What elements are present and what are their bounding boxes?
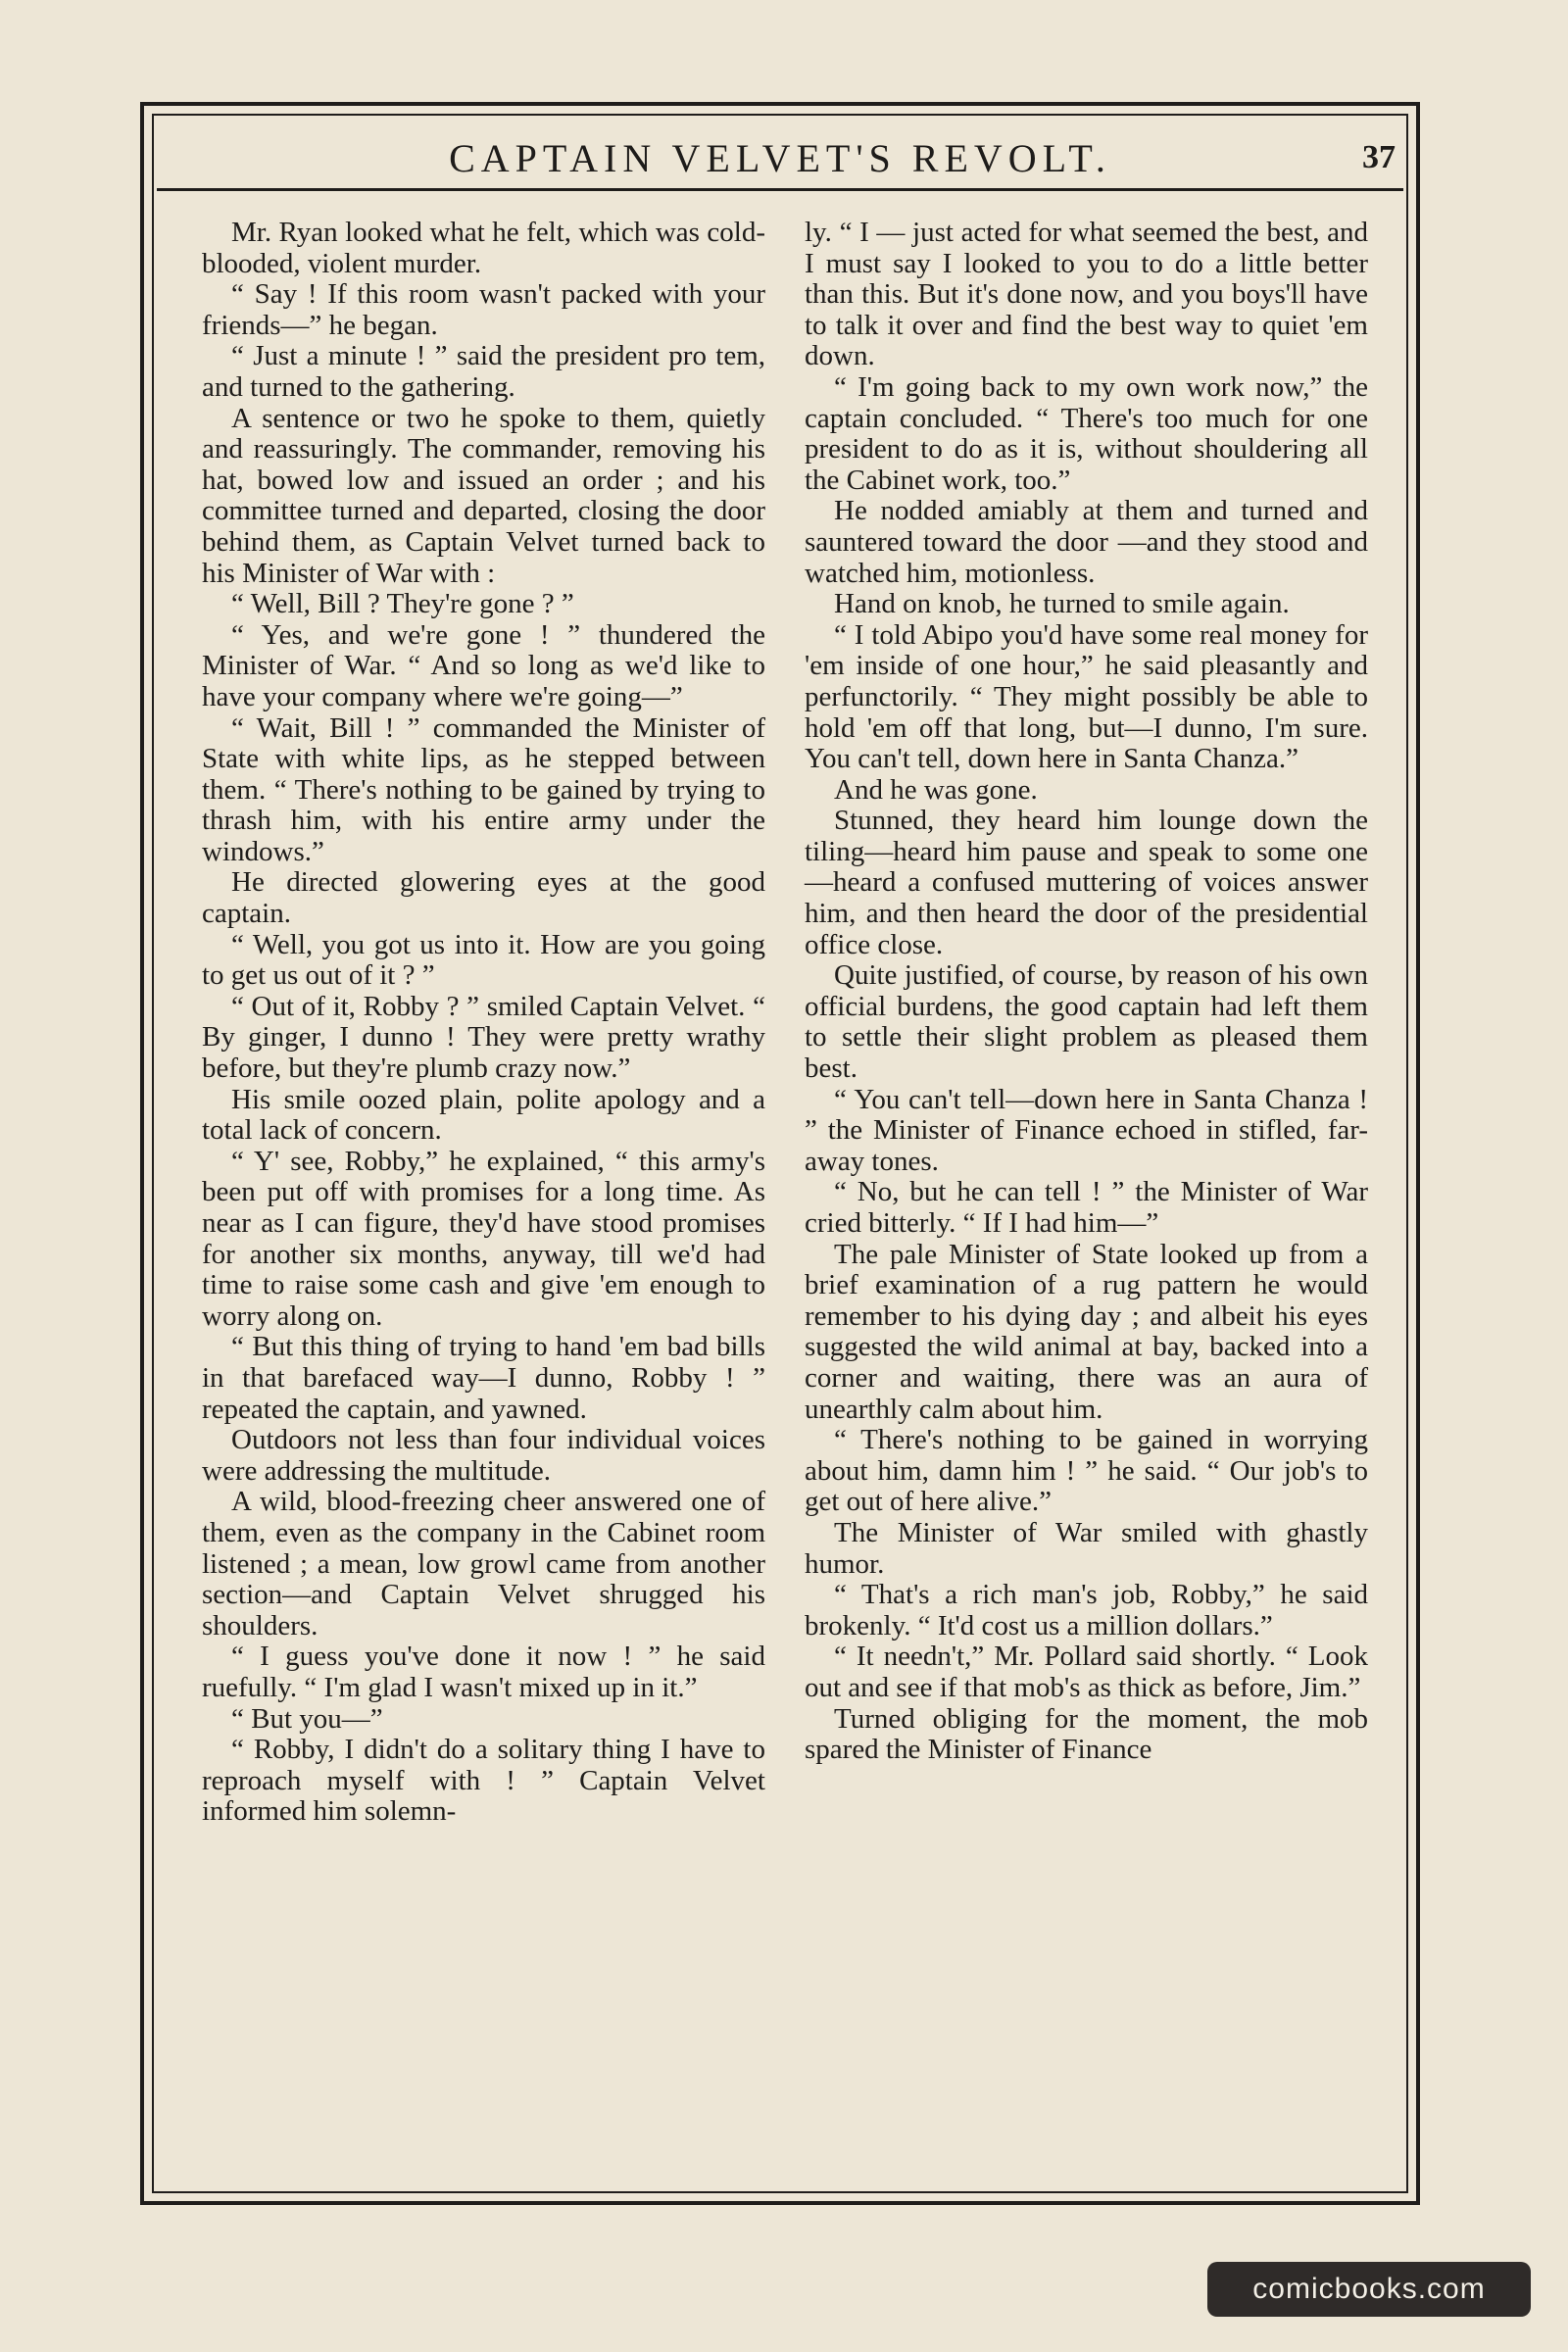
paragraph: Quite justified, of course, by reason of his own official burdens, the good captain had left them to settle their slight problem as pleased them best. (805, 959, 1368, 1085)
paragraph: “ Robby, I didn't do a solitary thing I have to reproach myself with ! ” Captain Velvet informed him solemn- (202, 1734, 765, 1828)
paragraph: “ But this thing of trying to hand 'em bad bills in that barefaced way—I dunno, Robby ! ” repeated the captain, and yawned. (202, 1331, 765, 1425)
paragraph: “ Well, you got us into it. How are you going to get us out of it ? ” (202, 928, 765, 992)
paragraph: Mr. Ryan looked what he felt, which was cold-blooded, violent murder. (202, 217, 765, 279)
paragraph: “ Out of it, Robby ? ” smiled Captain Velvet. “ By ginger, I dunno ! They were pretty wrathy before, but they're plumb crazy now.” (202, 990, 765, 1085)
text-columns (202, 218, 1368, 2168)
page-number: 37 (1362, 139, 1396, 175)
paragraph: A wild, blood-freezing cheer answered one of them, even as the company in the Cabinet room listened ; a mean, low growl came from another section—and Captain Velvet shrugged his shoulders. (202, 1486, 765, 1642)
paragraph: The Minister of War smiled with ghastly humor. (805, 1516, 1368, 1580)
watermark-logo: comicbooks.com (1207, 2262, 1531, 2317)
paragraph: “ Just a minute ! ” said the president pro tem, and turned to the gathering. (202, 340, 765, 403)
left-column (202, 218, 765, 2168)
paragraph: He directed glowering eyes at the good captain. (202, 866, 765, 930)
paragraph: His smile oozed plain, polite apology and a total lack of concern. (202, 1083, 765, 1147)
paragraph: He nodded amiably at them and turned and sauntered toward the door —and they stood and watched him, motionless. (805, 495, 1368, 589)
paragraph: “ That's a rich man's job, Robby,” he said brokenly. “ It'd cost us a million dollars.” (805, 1579, 1368, 1642)
paragraph: “ Say ! If this room wasn't packed with your friends—” he began. (202, 278, 765, 341)
paragraph: “ There's nothing to be gained in worrying about him, damn him ! ” he said. “ Our job's to get out of here alive.” (805, 1424, 1368, 1518)
running-title: CAPTAIN VELVET'S REVOLT. (449, 136, 1111, 180)
paragraph: ly. “ I — just acted for what seemed the best, and I must say I looked to you to do a little better than this. But it's done now, and you boys'll have to talk it over and find the best way to quiet 'em down. (805, 217, 1368, 372)
paragraph: “ Yes, and we're gone ! ” thundered the Minister of War. “ And so long as we'd like to have your company where we're going—” (202, 618, 765, 712)
right-column (805, 218, 1368, 2168)
paragraph: “ You can't tell—down here in Santa Chanza ! ” the Minister of Finance echoed in stifled, far-away tones. (805, 1083, 1368, 1177)
running-header (157, 125, 1403, 191)
paragraph: And he was gone. (834, 773, 1038, 806)
paragraph: “ No, but he can tell ! ” the Minister of War cried bitterly. “ If I had him—” (805, 1176, 1368, 1239)
paragraph: “ It needn't,” Mr. Pollard said shortly. “ Look out and see if that mob's as thick as before, Jim.” (805, 1641, 1368, 1703)
paragraph: “ I'm going back to my own work now,” the captain concluded. “ There's too much for one president to do as it is, without shouldering all the Cabinet work, too.” (805, 370, 1368, 496)
paragraph: “ Wait, Bill ! ” commanded the Minister of State with white lips, as he stepped between them. “ There's nothing to be gained by trying to thrash him, with his entire army under the windows.” (202, 711, 765, 867)
paragraph: Turned obliging for the moment, the mob spared the Minister of Finance (805, 1702, 1368, 1766)
paragraph: “ Y' see, Robby,” he explained, “ this army's been put off with promises for a long time. As near as I can figure, they'd have stood promises for another six months, anyway, till we'd had time to raise some cash and give 'em enough to worry along on. (202, 1145, 765, 1332)
paragraph: Hand on knob, he turned to smile again. (834, 588, 1290, 620)
paragraph: “ I told Abipo you'd have some real money for 'em inside of one hour,” he said pleasantly and perfunctorily. “ They might possibly be able to hold 'em off that long, but—I dunno, I'm sure. You can't tell, down here in Santa Chanza.” (805, 618, 1368, 775)
paragraph: The pale Minister of State looked up from a brief examination of a rug pattern he would remember to his dying day ; and albeit his eyes suggested the wild animal at bay, backed into a corner and waiting, there was an aura of unearthly calm about him. (805, 1238, 1368, 1425)
paragraph: “ Well, Bill ? They're gone ? ” (231, 588, 574, 620)
paragraph: Outdoors not less than four individual voices were addressing the multitude. (202, 1424, 765, 1487)
paragraph: “ I guess you've done it now ! ” he said ruefully. “ I'm glad I wasn't mixed up in it.” (202, 1641, 765, 1703)
paragraph: “ But you—” (231, 1702, 383, 1735)
paragraph: Stunned, they heard him lounge down the tiling—heard him pause and speak to some one—heard a confused muttering of voices answer him, and then heard the door of the presidential office close. (805, 805, 1368, 960)
paragraph: A sentence or two he spoke to them, quietly and reassuringly. The commander, removing his hat, bowed low and issued an order ; and his committee turned and departed, closing the door behind them, as Captain Velvet turned back to his Minister of War with : (202, 402, 765, 589)
